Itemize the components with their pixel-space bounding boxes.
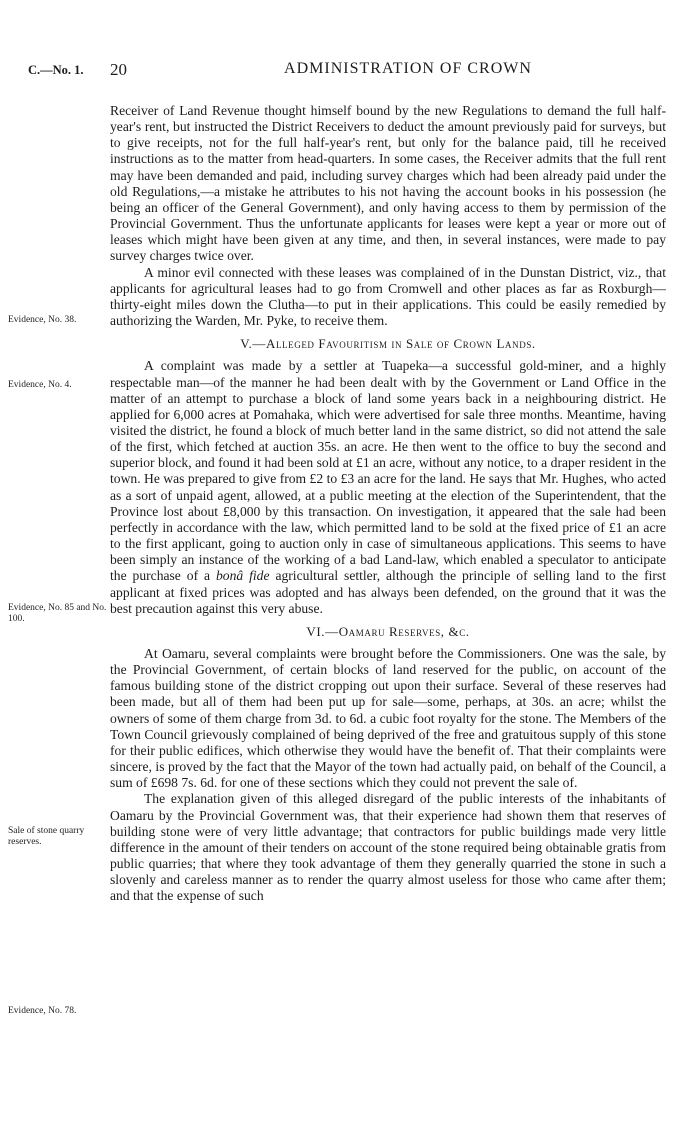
page-header <box>28 60 668 84</box>
paragraph: At Oamaru, several complaints were brought before the Commissioners. One was the sale, by the Provincial Government, of certain blocks of land reserved for the public, on account of the famous building stone of the district cropping out upon their surface. Several of these reserves had been made, but all of them had been put up for sale—some, perhaps, at 30s. an acre; whilst the owners of some of them charge from 3d. to 6d. a cubic foot royalty for the stone. The Members of the Town Council grievously complained of being deprived of the free and gratuitous supply of this stone for their public edifices, which otherwise they would have the benefit of. That their complaints were sincere, is proved by the fact that the Mayor of the town had actually paid, on behalf of the Council, a sum of £698 7s. 6d. for one of these sections which they could not prevent the sale of. <box>110 646 666 791</box>
section-heading: VI.—Oamaru Reserves, &c. <box>306 623 470 639</box>
paragraph: The explanation given of this alleged disregard of the public interests of the inhabitants of Oamaru by the Provincial Government was, that their experience had shown them that reserves of building stone were of very little advantage; that contractors for public buildings made very little difference in the amount of their tenders on account of the stone required being obtainable gratis from public quarries; that where they took advantage of them they generally quarried the stone in such a slovenly and careless manner as to render the quarry almost useless for those who came after them; and that the expense of such <box>110 791 666 904</box>
section-heading: V.—Alleged Favouritism in Sale of Crown Lands. <box>240 336 536 352</box>
paragraph: A minor evil connected with these leases was complained of in the Dunstan District, viz., that applicants for agricultural leases had to go from Cromwell and other places as far as Roxburgh—thirty-eight miles down the Clutha—to put in their applications. This could be easily remedied by authorizing the Warden, Mr. Pyke, to receive them. <box>110 264 666 329</box>
page-body <box>110 103 666 905</box>
margin-note-stone-quarry: Sale of stone quarry reserves. <box>8 826 85 847</box>
paragraph: Receiver of Land Revenue thought himself bound by the new Regulations to demand the full half-year's rent, but instructed the District Receivers to deduct the amount previously paid for surveys, but to give receipts, not for the full half-year's rent, but only for the balance paid, till he received instructions as to the matter from head-quarters. In some cases, the Receiver admits that the full rent may have been demanded and paid, including survey charges which had been already paid under the old Regulations,—a mistake he attributes to his not having the account books in his possession (he being an officer of the General Government), and only having access to them by permission of the Provincial Government. Thus the unfortunate applicants for leases were kept a year or more out of leases which might have been given at any time, and then, in several instances, were made to pay survey charges twice over. <box>110 103 666 264</box>
margin-note-evidence-4: Evidence, No. 4. <box>8 380 72 390</box>
margin-note-evidence-85-100: Evidence, No. 85 and No. 100. <box>8 603 107 624</box>
document-reference: C.—No. 1. <box>28 63 84 77</box>
page-number: 20 <box>110 60 127 79</box>
margin-note-evidence-78: Evidence, No. 78. <box>8 1006 77 1016</box>
paragraph: A complaint was made by a settler at Tuapeka—a successful gold-miner, and a highly respectable man—of the manner he had been dealt with by the Government or Land Office in the matter of an attempt to purchase a block of land some years back in a neighbouring district. He applied for 6,000 acres at Pomahaka, which were advertised for sale three months. Meantime, having visited the district, he found a block of much better land in the same district, so did not attend the sale of the first, which fetched at auction 35s. an acre. He then went to the office to buy the second and superior block, and found it had been sold at £1 an acre, without any notice, to a draper resident in the town. He was prepared to give from £2 to £3 an acre for the land. He says that Mr. Hughes, who acted as a sort of unpaid agent, allowed, at a public meeting at the election of the Superintendent, that the Province lost about £8,000 by this transaction. On investigation, it appeared that the sale had been perfectly in accordance with the law, which permitted land to be sold at the fixed price of £1 an acre to the first applicant, going to auction only in case of simultaneous applications. This seems to have been simply an instance of the working of a bad Land-law, which enabled a speculator to anticipate the purchase of a bonâ fide agricultural settler, although the principle of selling land to the first applicant at fixed prices was adopted and has always been defended, on the ground that it was the best precaution against this very abuse. <box>110 358 666 616</box>
margin-note-evidence-38: Evidence, No. 38. <box>8 315 77 325</box>
running-title: ADMINISTRATION OF CROWN <box>284 60 532 77</box>
